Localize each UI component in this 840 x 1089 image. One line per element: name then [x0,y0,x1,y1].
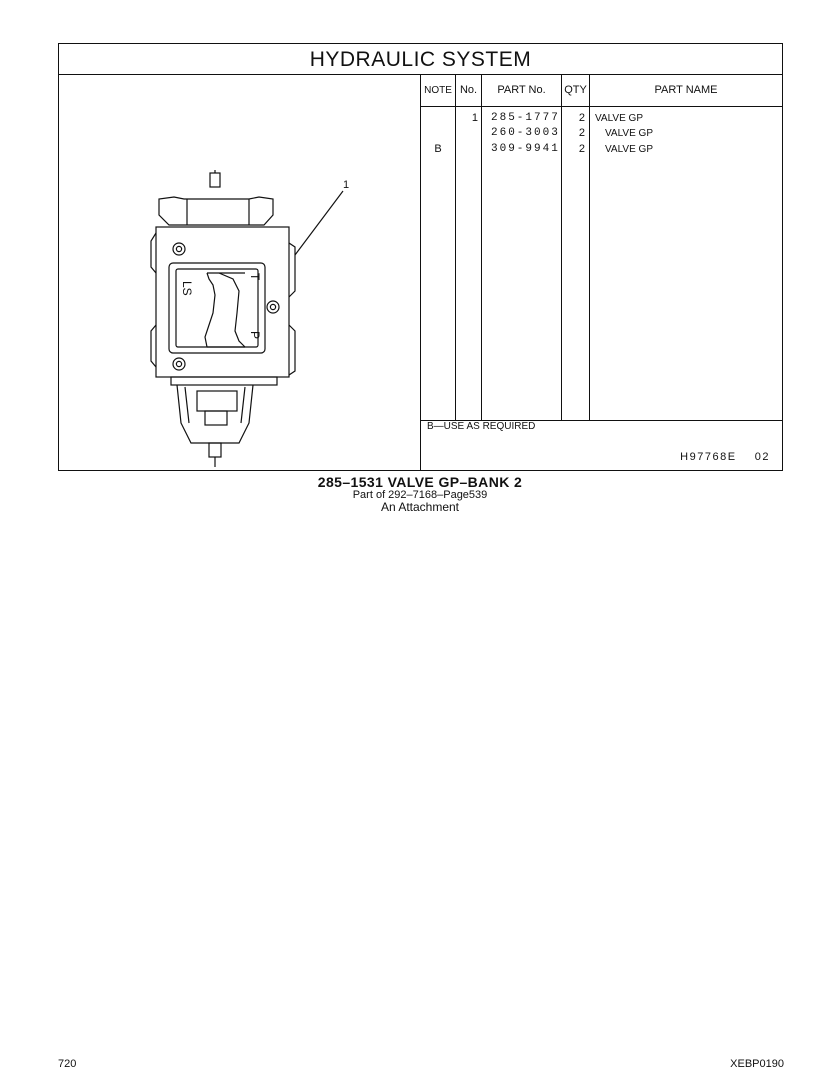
row-2-part-name: VALVE GP [605,128,653,139]
callout-number: 1 [343,179,350,191]
row-1-part-no: 285-1777 [491,112,560,124]
row-1-qty: 2 [578,112,585,124]
row-3-qty: 2 [578,143,585,155]
illustration-reference-code: H97768E 02 [680,451,770,463]
table-note: B—USE AS REQUIRED [427,421,536,432]
port-label-ls: LS [180,281,194,296]
column-divider [589,75,590,420]
port-label-p: P [248,331,262,340]
column-divider [455,75,456,420]
parts-frame [58,43,783,471]
row-3-part-name: VALVE GP [605,144,653,155]
row-1-no: 1 [471,112,478,124]
header-divider [421,106,782,107]
column-header-qty: QTY [564,84,587,96]
valve-drawing [59,75,421,470]
row-3-note: B [434,143,442,155]
row-1-part-name: VALVE GP [595,113,643,124]
valve-illustration [59,75,421,470]
assembly-parent-reference: Part of 292–7168–Page539 [352,489,488,501]
parts-table [421,75,782,470]
column-header-part-no: PART No. [497,84,546,96]
assembly-type: An Attachment [380,500,460,514]
row-2-qty: 2 [578,127,585,139]
row-2-part-no: 260-3003 [491,127,560,139]
column-header-part-name: PART NAME [654,84,718,96]
row-3-part-no: 309-9941 [491,143,560,155]
page-title: HYDRAULIC SYSTEM [59,44,782,75]
column-divider [481,75,482,420]
assembly-caption: 285–1531 VALVE GP–BANK 2 [317,474,523,490]
column-header-note: NOTE [424,85,452,96]
page-number: 720 [58,1058,77,1070]
column-header-no: No. [459,84,478,96]
port-label-t: T [248,273,262,281]
document-id: XEBP0190 [730,1058,784,1070]
